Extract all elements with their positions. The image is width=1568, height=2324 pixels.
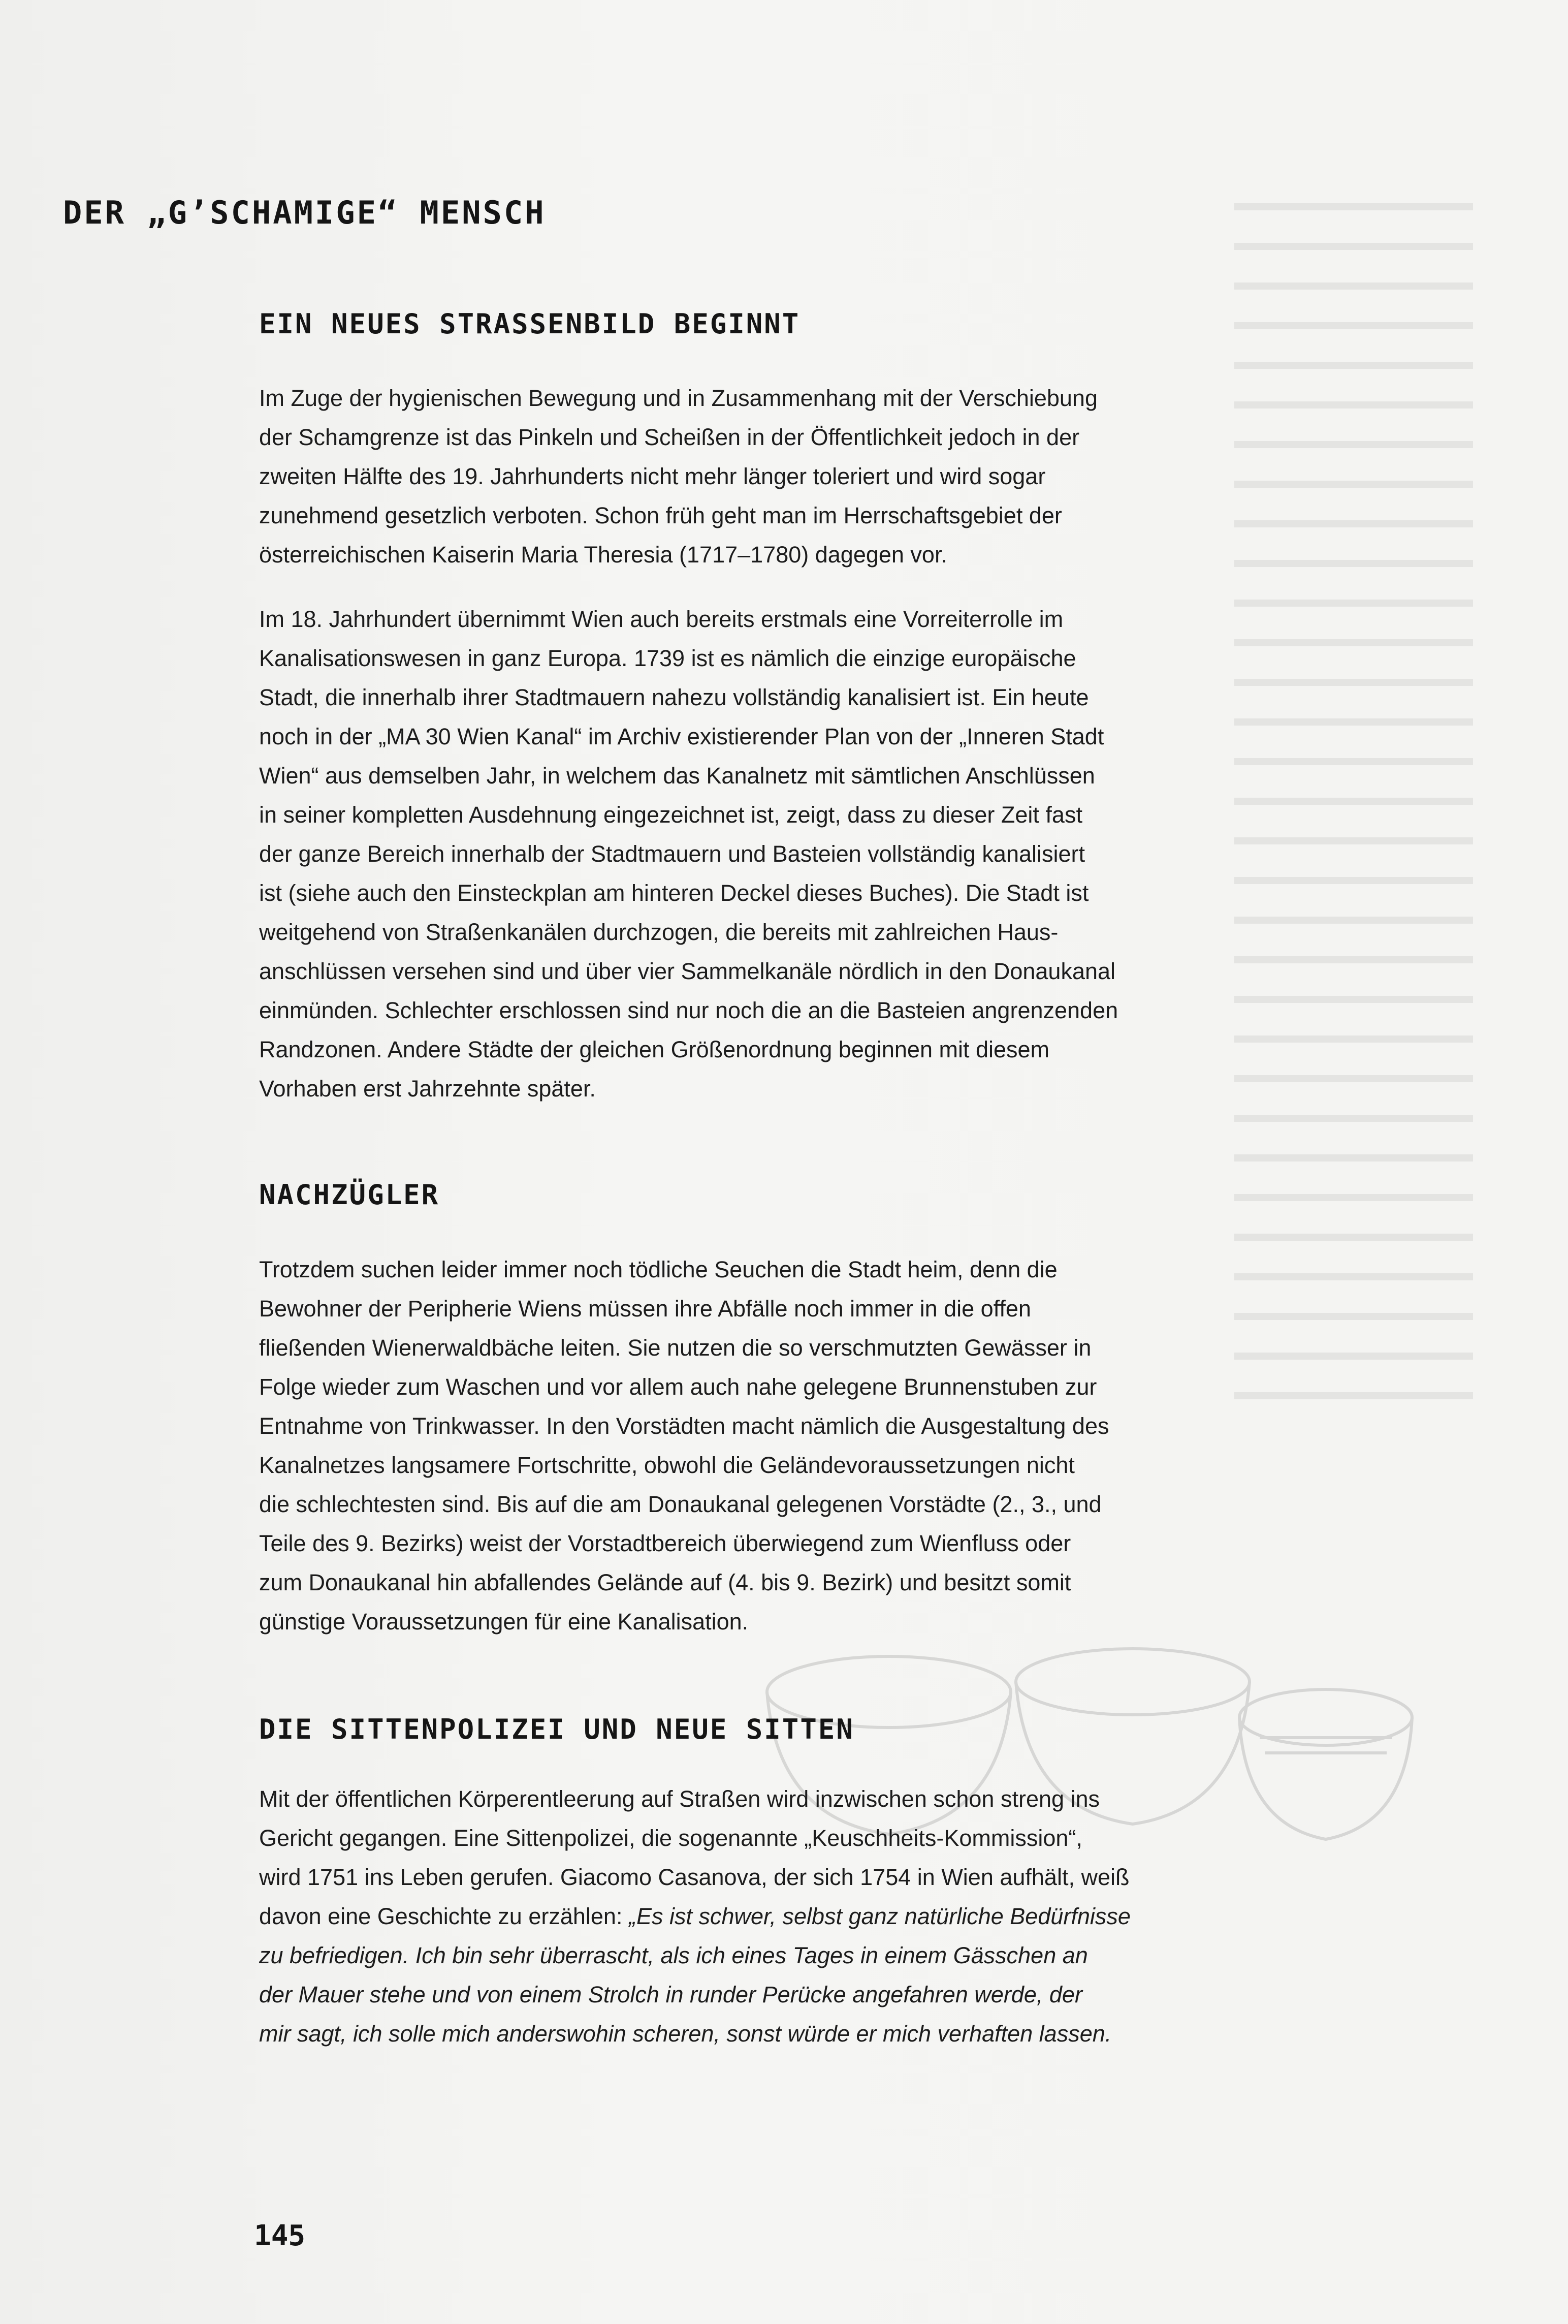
text-line: zweiten Hälfte des 19. Jahrhunderts nicht mehr länger toleriert und wird sogar: [259, 463, 1046, 489]
text-line: Mit der öffentlichen Körperentleerung auf Straßen wird inzwischen schon streng ins: [259, 1786, 1100, 1812]
text-line: ist (siehe auch den Einsteckplan am hinteren Deckel dieses Buches). Die Stadt ist: [259, 880, 1089, 906]
show-through-text-icon: [1234, 203, 1478, 1600]
text-line: Teile des 9. Bezirks) weist der Vorstadtbereich überwiegend zum Wienfluss oder: [259, 1530, 1071, 1556]
casanova-quote-start: „Es ist schwer, selbst ganz natürliche Bedürfnisse: [628, 1903, 1131, 1929]
chapter-title: DER „G’SCHAMIGE“ MENSCH: [63, 194, 546, 231]
text-line: Wien“ aus demselben Jahr, in welchem das Kanalnetz mit sämtlichen Anschlüssen: [259, 763, 1095, 789]
section-heading-strassenbild: EIN NEUES STRASSENBILD BEGINNT: [259, 308, 801, 340]
paragraph-schamgrenze: [259, 379, 1234, 574]
text-line: österreichischen Kaiserin Maria Theresia (1717–1780) dagegen vor.: [259, 542, 947, 568]
text-line: Entnahme von Trinkwasser. In den Vorstädten macht nämlich die Ausgestaltung des: [259, 1413, 1109, 1439]
text-line: Gericht gegangen. Eine Sittenpolizei, die sogenannte „Keuschheits-Kommission“,: [259, 1825, 1082, 1851]
section-heading-nachzuegler: NACHZÜGLER: [259, 1179, 440, 1211]
text-line: Vorhaben erst Jahrzehnte später.: [259, 1076, 596, 1102]
text-line: Bewohner der Peripherie Wiens müssen ihre Abfälle noch immer in die offen: [259, 1296, 1031, 1322]
text-line: wird 1751 ins Leben gerufen. Giacomo Casanova, der sich 1754 in Wien aufhält, weiß: [259, 1864, 1130, 1890]
text-line: günstige Voraussetzungen für eine Kanalisation.: [259, 1609, 749, 1635]
text-line: in seiner kompletten Ausdehnung eingezeichnet ist, zeigt, dass zu dieser Zeit fast: [259, 802, 1082, 828]
text-line: zum Donaukanal hin abfallendes Gelände auf (4. bis 9. Bezirk) und besitzt somit: [259, 1569, 1071, 1595]
paragraph-seuchen: [259, 1250, 1234, 1641]
text-line: die schlechtesten sind. Bis auf die am Donaukanal gelegenen Vorstädte (2., 3., und: [259, 1491, 1102, 1517]
text-line: Kanalisationswesen in ganz Europa. 1739 ist es nämlich die einzige europäische: [259, 645, 1076, 671]
page-number: 145: [254, 2219, 306, 2252]
text-line: Im 18. Jahrhundert übernimmt Wien auch bereits erstmals eine Vorreiterrolle im: [259, 606, 1064, 632]
text-line: Randzonen. Andere Städte der gleichen Größenordnung beginnen mit diesem: [259, 1037, 1050, 1062]
paragraph-casanova: [259, 1779, 1234, 2053]
text-line: [259, 1897, 1234, 1936]
section-heading-sittenpolizei: DIE SITTENPOLIZEI UND NEUE SITTEN: [259, 1713, 854, 1745]
text-line: Trotzdem suchen leider immer noch tödliche Seuchen die Stadt heim, denn die: [259, 1257, 1058, 1282]
text-line: Im Zuge der hygienischen Bewegung und in Zusammenhang mit der Verschiebung: [259, 385, 1098, 411]
text-line: weitgehend von Straßenkanälen durchzogen, die bereits mit zahlreichen Haus-: [259, 919, 1059, 945]
casanova-quote-line: zu befriedigen. Ich bin sehr überrascht, als ich eines Tages in einem Gässchen an: [259, 1942, 1088, 1968]
casanova-quote-line: mir sagt, ich solle mich anderswohin scheren, sonst würde er mich verhaften lassen.: [259, 2021, 1112, 2047]
paragraph-kanalisation: [259, 600, 1234, 1108]
text-line: der ganze Bereich innerhalb der Stadtmauern und Basteien vollständig kanalisiert: [259, 841, 1085, 867]
text-line: anschlüssen versehen sind und über vier Sammelkanäle nördlich in den Donaukanal: [259, 958, 1116, 984]
text-line-normal: davon eine Geschichte zu erzählen:: [259, 1903, 629, 1929]
text-line: fließenden Wienerwaldbäche leiten. Sie nutzen die so verschmutzten Gewässer in: [259, 1335, 1092, 1361]
text-line: einmünden. Schlechter erschlossen sind nur noch die an die Basteien angrenzenden: [259, 997, 1118, 1023]
text-line: Folge wieder zum Waschen und vor allem auch nahe gelegene Brunnenstuben zur: [259, 1374, 1097, 1400]
text-line: zunehmend gesetzlich verboten. Schon früh geht man im Herrschaftsgebiet der: [259, 503, 1062, 528]
casanova-quote-line: der Mauer stehe und von einem Strolch in runder Perücke angefahren werde, der: [259, 1982, 1082, 2007]
text-line: noch in der „MA 30 Wien Kanal“ im Archiv existierender Plan von der „Inneren Stadt: [259, 724, 1104, 749]
text-line: Kanalnetzes langsamere Fortschritte, obwohl die Geländevoraussetzungen nicht: [259, 1452, 1075, 1478]
text-line: Stadt, die innerhalb ihrer Stadtmauern nahezu vollständig kanalisiert ist. Ein heute: [259, 684, 1089, 710]
text-line: der Schamgrenze ist das Pinkeln und Scheißen in der Öffentlichkeit jedoch in der: [259, 424, 1080, 450]
